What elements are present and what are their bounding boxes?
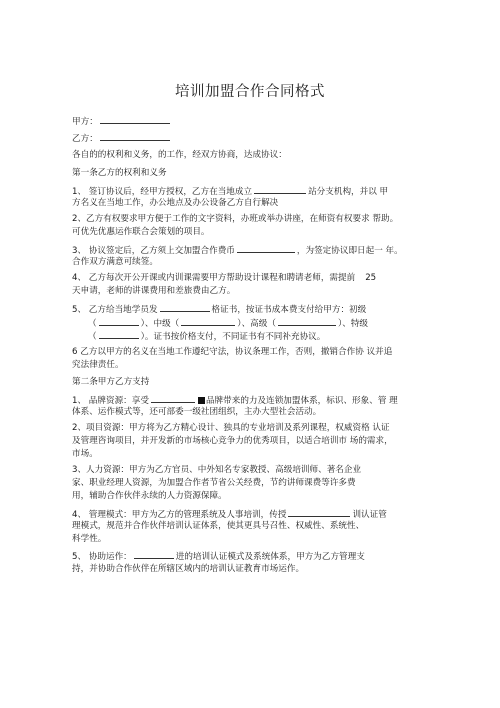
party-b-label: 乙方： xyxy=(72,134,98,144)
special-label: ）、特级 xyxy=(337,319,369,329)
support-3-line-1: 3、人力资源：甲方为乙方官员、中外知名专家教授、高级培训师、著名企业 xyxy=(72,465,362,475)
clause-5-blank xyxy=(160,302,210,312)
clause-3-line-2: 合作双方满意可续签。 xyxy=(72,257,158,267)
clause-1-line-2: 方名义在当地工作，办公地点及办公设备乙方自行解决 xyxy=(72,198,279,208)
party-a-label: 甲方： xyxy=(72,117,98,127)
clause-5-tail: ）。证书按价格支付，不同证书有不同补充协议。 xyxy=(140,332,326,342)
clause-4-line-2: 天申请，老师的讲课费用和差旅费由乙方。 xyxy=(72,286,236,296)
support-5-line-2: 持，并协助合作伙伴在所辖区域内的培训认证教育市场运作。 xyxy=(72,564,305,574)
support-3-line-2: 家、职业经理人资源，为加盟合作者节省公关经费，节约讲师课费等许多费 xyxy=(72,478,356,488)
clause-1-blank xyxy=(254,184,306,194)
article-2-heading: 第二条甲方乙方支持 xyxy=(72,377,150,387)
support-2-line-1: 2、项目资源：甲方将为乙方精心设计、独具的专业培训及系列课程，权威资格 认证 xyxy=(72,423,390,433)
party-b-line xyxy=(72,131,172,145)
clause-4-line-1 xyxy=(72,272,376,284)
clause-3-text-a: 3、 协议签定后，乙方须上交加盟合作费币 xyxy=(72,246,235,256)
primary-fee-blank xyxy=(99,316,139,326)
support-4-line-1 xyxy=(72,507,387,521)
senior-fee-blank xyxy=(278,316,336,326)
clause-5-line-3 xyxy=(88,329,325,343)
clause-5-text-a: 5、 乙方给当地学员发 xyxy=(72,305,158,315)
party-a-line xyxy=(72,114,172,128)
intermediate-fee-blank xyxy=(181,316,235,326)
special-fee-blank xyxy=(99,329,139,339)
support-4-text-a: 4、 管理模式：甲方为乙方的管理系统及人事培训，传授 xyxy=(72,510,287,520)
party-b-blank xyxy=(100,131,170,141)
advanced-blank xyxy=(134,549,174,559)
support-1-line-1 xyxy=(72,393,398,407)
article-1-heading: 第一条乙方的权利和义务 xyxy=(72,168,167,178)
clause-6-line-1: 6 乙方以甲方的名义在当地工作遵纪守法，协议条理工作，否则，撤销合作协 议并追 xyxy=(72,347,393,357)
clause-1-text-b: 站分支机构，并以 甲 xyxy=(308,187,389,197)
support-1-text-b: 品牌带来的力及连锁加盟体系，标识、形象、管 理 xyxy=(205,396,398,406)
support-4-line-3: 科学性。 xyxy=(72,534,107,544)
clause-3-text-b: ，为签定协议即日起一 年。 xyxy=(296,246,403,256)
clause-5-line-1 xyxy=(72,302,366,316)
support-2-line-2: 及管理咨询项目，并开发新的市场核心竞争力的优秀项目，以适合培训市 场的需求， xyxy=(72,436,393,446)
support-5-text-b: 进的培训认证模式及系统体系，甲方为乙方管理支 xyxy=(175,552,365,562)
paren-open: （ xyxy=(88,319,97,329)
clause-5-text-b: 格证书，按证书成本费支付给甲方：初级 xyxy=(211,305,367,315)
clause-3-line-1 xyxy=(72,243,403,257)
support-5-line-1 xyxy=(72,549,365,563)
clause-2-line-2: 可优先优惠运作联合会策划的项目。 xyxy=(72,227,210,237)
support-1-text-a: 1、 品牌资源：享受 xyxy=(72,396,149,406)
clause-4-text-a: 4、 乙方每次开公开课或内训课需要甲方帮助设计课程和聘请老师，需提前 xyxy=(72,273,356,283)
support-2-line-3: 市场。 xyxy=(72,449,98,459)
clause-3-blank xyxy=(237,243,295,253)
support-4-text-b: 训认证管 xyxy=(352,510,387,520)
clause-4-days: 25 xyxy=(365,273,377,283)
intro-text: 各自的的权利和义务，的工作，经双方协商，达成协议： xyxy=(72,150,287,160)
clause-2-line-1: 2、乙方有权要求甲方便于工作的文字资料，办班或举办讲座，在师资有权要求 帮助。 xyxy=(72,214,399,224)
support-3-line-3: 用，辅助合作伙伴永续的人力资源保障。 xyxy=(72,491,227,501)
clause-5-line-2 xyxy=(88,316,368,330)
senior-label: ）、高级（ xyxy=(237,319,276,329)
training-blank xyxy=(288,507,350,517)
black-square-icon xyxy=(198,397,205,404)
clause-1-text-a: 1、 签订协议后，经甲方授权，乙方在当地成立 xyxy=(72,187,253,197)
paren-open-2: （ xyxy=(88,332,97,342)
brand-blank xyxy=(151,393,195,403)
clause-6-line-2: 究法律责任。 xyxy=(72,360,124,370)
party-a-blank xyxy=(100,114,170,124)
document-title: 培训加盟合作合同格式 xyxy=(175,84,325,100)
support-5-text-a: 5、 协助运作： xyxy=(72,552,132,562)
support-4-line-2: 理模式，规范并合作伙伴培训认证体系，使其更具号召性、权威性、系统性、 xyxy=(72,521,365,531)
intermediate-label: ）、中级（ xyxy=(140,319,180,329)
clause-1-line-1 xyxy=(72,184,388,198)
support-1-line-2: 体系、运作模式等，还可部委一级社团组织，主办大型社会活动。 xyxy=(72,407,322,417)
